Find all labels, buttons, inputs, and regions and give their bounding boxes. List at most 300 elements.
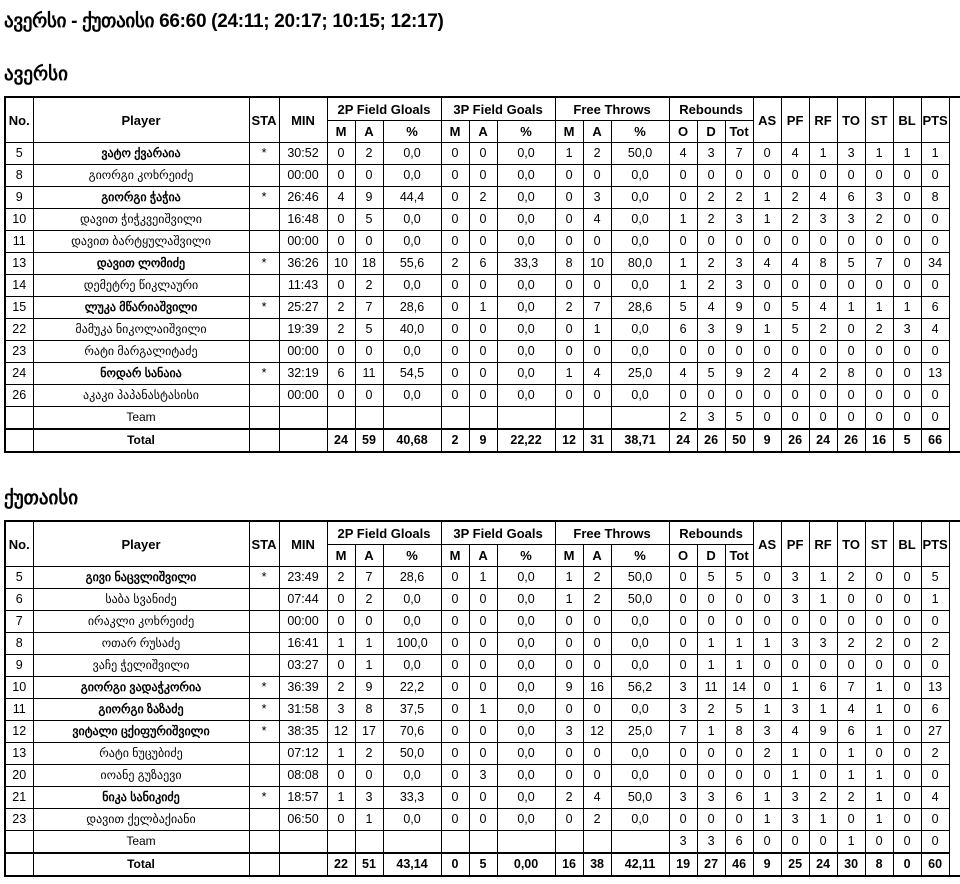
player-row xyxy=(5,143,960,165)
stat-cell: 0,0 xyxy=(611,633,669,655)
stat-cell: 8 xyxy=(355,699,383,721)
stat-cell: 0,0 xyxy=(497,611,555,633)
player-row xyxy=(5,765,960,787)
stat-cell: 0 xyxy=(355,765,383,787)
stat-cell: 1 xyxy=(327,633,355,655)
total-stat-cell: 9 xyxy=(753,429,781,452)
player-number: 9 xyxy=(5,655,33,677)
stat-cell: 0 xyxy=(893,567,921,589)
stat-cell: 0 xyxy=(327,809,355,831)
starter-mark xyxy=(249,275,279,297)
stat-cell: 0 xyxy=(441,297,469,319)
stat-cell: 2 xyxy=(753,743,781,765)
stat-cell: 0 xyxy=(441,787,469,809)
stat-cell: 0 xyxy=(327,589,355,611)
stat-cell: 0,0 xyxy=(383,385,441,407)
starter-mark: * xyxy=(249,363,279,385)
stat-cell: 2 xyxy=(781,187,809,209)
stat-cell: 2 xyxy=(469,187,497,209)
stat-cell: 0 xyxy=(781,831,809,854)
stat-cell: 5 xyxy=(725,407,753,430)
starter-mark xyxy=(249,165,279,187)
stat-cell: 0 xyxy=(753,385,781,407)
stat-cell: 4 xyxy=(697,297,725,319)
stat-cell: 0 xyxy=(781,385,809,407)
team1-name: ავერსი xyxy=(4,64,68,85)
stat-cell: 0 xyxy=(837,589,865,611)
stat-cell: 0 xyxy=(753,611,781,633)
stat-cell: 33,3 xyxy=(497,253,555,275)
stat-cell xyxy=(383,407,441,430)
stat-cell: 5 xyxy=(921,567,949,589)
stat-cell: 0 xyxy=(753,677,781,699)
player-row xyxy=(5,589,960,611)
stat-cell: 0,0 xyxy=(383,765,441,787)
stat-cell: 0,0 xyxy=(497,765,555,787)
subheader-pct: % xyxy=(383,121,441,143)
total-stat-cell: 24 xyxy=(669,429,697,452)
total-stat-cell: 38,71 xyxy=(611,429,669,452)
stat-cell: 1 xyxy=(753,633,781,655)
stat-cell: 1 xyxy=(469,699,497,721)
stat-cell: 2 xyxy=(697,699,725,721)
stat-cell: 1 xyxy=(697,655,725,677)
total-stat-cell: 38 xyxy=(583,853,611,876)
stat-cell: 0,0 xyxy=(383,341,441,363)
subheader-m: M xyxy=(327,121,355,143)
stat-cell: 0,0 xyxy=(497,385,555,407)
player-row xyxy=(5,633,960,655)
stat-cell: 0 xyxy=(697,165,725,187)
player-name: რატი ნუცუბიძე xyxy=(33,743,249,765)
stat-cell: 0 xyxy=(441,231,469,253)
stat-cell: 0 xyxy=(865,589,893,611)
stat-cell: 1 xyxy=(781,677,809,699)
stat-cell: 3 xyxy=(469,765,497,787)
stat-cell: 7 xyxy=(669,721,697,743)
player-name: ოთარ რუსაძე xyxy=(33,633,249,655)
stat-cell: 50,0 xyxy=(611,589,669,611)
stat-cell: 0 xyxy=(893,589,921,611)
stat-cell: 0 xyxy=(469,143,497,165)
stat-cell: 3 xyxy=(583,187,611,209)
stat-cell: 0 xyxy=(555,809,583,831)
header-pts: PTS xyxy=(921,521,949,567)
stat-cell: 0,0 xyxy=(611,743,669,765)
stat-cell: 0 xyxy=(441,209,469,231)
stat-cell: 0 xyxy=(809,231,837,253)
stat-cell: 2 xyxy=(809,319,837,341)
stat-cell: 9 xyxy=(725,363,753,385)
starter-mark xyxy=(249,633,279,655)
stat-cell: 0 xyxy=(469,721,497,743)
stat-cell: 5 xyxy=(837,253,865,275)
stat-cell: 0 xyxy=(669,589,697,611)
stat-cell: 0 xyxy=(809,275,837,297)
total-stat-cell: 30 xyxy=(837,853,865,876)
stat-cell: 0 xyxy=(583,231,611,253)
stat-cell: 2 xyxy=(327,567,355,589)
stat-cell: 0 xyxy=(555,611,583,633)
subheader-m: M xyxy=(555,545,583,567)
stat-cell: 0 xyxy=(669,165,697,187)
minutes: 25:27 xyxy=(279,297,327,319)
stat-cell: 0 xyxy=(327,209,355,231)
stat-cell: 3 xyxy=(781,589,809,611)
stat-cell: 0 xyxy=(921,209,949,231)
subheader-m: M xyxy=(441,545,469,567)
total-stat-cell: 0 xyxy=(441,853,469,876)
stat-cell: 0 xyxy=(441,765,469,787)
player-name: ნოდარ სანაია xyxy=(33,363,249,385)
stat-cell: 0 xyxy=(469,743,497,765)
stat-cell: 0 xyxy=(669,765,697,787)
minutes: 36:39 xyxy=(279,677,327,699)
stat-cell: 0 xyxy=(837,809,865,831)
header-3p-field-goals: 3P Field Goals xyxy=(441,521,555,545)
minutes: 00:00 xyxy=(279,341,327,363)
stat-cell: 0 xyxy=(753,655,781,677)
player-number: 24 xyxy=(5,363,33,385)
stat-cell: 7 xyxy=(837,677,865,699)
stat-cell: 2 xyxy=(809,787,837,809)
stat-cell: 3 xyxy=(781,809,809,831)
stat-cell: 4 xyxy=(781,363,809,385)
starter-mark: * xyxy=(249,787,279,809)
stat-cell: 0 xyxy=(555,209,583,231)
stat-cell: 2 xyxy=(697,209,725,231)
stat-cell: 0 xyxy=(441,809,469,831)
stat-cell: 4 xyxy=(583,209,611,231)
stat-cell: 1 xyxy=(355,809,383,831)
stat-cell: 0 xyxy=(441,319,469,341)
stat-cell: 0 xyxy=(725,589,753,611)
stat-cell: 4 xyxy=(809,297,837,319)
stat-cell: 50,0 xyxy=(611,787,669,809)
stat-cell: 0 xyxy=(669,633,697,655)
stat-cell xyxy=(469,407,497,430)
stat-cell: 3 xyxy=(669,677,697,699)
stat-cell: 5 xyxy=(669,297,697,319)
stat-cell: 0,0 xyxy=(611,319,669,341)
stat-cell: 4 xyxy=(583,363,611,385)
stat-cell: 0 xyxy=(781,611,809,633)
player-row xyxy=(5,165,960,187)
stat-cell: 0,0 xyxy=(497,341,555,363)
stat-cell: 80,0 xyxy=(611,253,669,275)
stat-cell: 2 xyxy=(555,787,583,809)
starter-mark: * xyxy=(249,567,279,589)
stat-cell: 1 xyxy=(837,297,865,319)
minutes: 08:08 xyxy=(279,765,327,787)
stat-cell: 44,4 xyxy=(383,187,441,209)
stat-cell: 5 xyxy=(725,699,753,721)
stat-cell: 0,0 xyxy=(497,743,555,765)
stat-cell: 4 xyxy=(921,319,949,341)
player-row xyxy=(5,567,960,589)
stat-cell: 0 xyxy=(921,655,949,677)
stat-cell: 0 xyxy=(781,655,809,677)
player-number: 10 xyxy=(5,209,33,231)
stat-cell: 0 xyxy=(327,231,355,253)
player-number: 13 xyxy=(5,743,33,765)
stat-cell: 6 xyxy=(669,319,697,341)
player-row xyxy=(5,297,960,319)
stat-cell: 2 xyxy=(837,633,865,655)
stat-cell: 0 xyxy=(555,765,583,787)
stat-cell: 0 xyxy=(583,655,611,677)
stat-cell: 55,6 xyxy=(383,253,441,275)
header-rf: RF xyxy=(809,97,837,143)
stat-cell: 0 xyxy=(669,341,697,363)
stat-cell: 1 xyxy=(781,765,809,787)
stat-cell: 0,0 xyxy=(611,165,669,187)
stat-cell: 0 xyxy=(921,611,949,633)
stat-cell: 0 xyxy=(921,275,949,297)
stat-cell: 8 xyxy=(555,253,583,275)
stat-cell: 1 xyxy=(469,567,497,589)
total-stat-cell: 9 xyxy=(469,429,497,452)
player-name: Team xyxy=(33,831,249,854)
stat-cell: 0,0 xyxy=(497,567,555,589)
stat-cell: 2 xyxy=(697,275,725,297)
player-number: 8 xyxy=(5,633,33,655)
stat-cell: 3 xyxy=(697,319,725,341)
stat-cell: 0 xyxy=(865,385,893,407)
stat-cell: 1 xyxy=(865,721,893,743)
stat-cell: 0,0 xyxy=(383,611,441,633)
stat-cell: 0 xyxy=(469,385,497,407)
stat-cell: 2 xyxy=(555,297,583,319)
stat-cell: 0 xyxy=(555,341,583,363)
stat-cell: 0 xyxy=(809,831,837,854)
minutes: 36:26 xyxy=(279,253,327,275)
stat-cell: 12 xyxy=(327,721,355,743)
total-stat-cell: 31 xyxy=(583,429,611,452)
player-row xyxy=(5,231,960,253)
stat-cell: 6 xyxy=(837,721,865,743)
stat-cell: 0,0 xyxy=(497,231,555,253)
minutes: 32:19 xyxy=(279,363,327,385)
stat-cell: 6 xyxy=(921,297,949,319)
header-pf: PF xyxy=(781,521,809,567)
stat-cell: 0 xyxy=(753,589,781,611)
stat-cell: 3 xyxy=(893,319,921,341)
total-label: Total xyxy=(33,429,249,452)
starter-mark xyxy=(249,589,279,611)
stat-cell: 5 xyxy=(781,319,809,341)
total-stat-cell: 26 xyxy=(781,429,809,452)
minutes: 38:35 xyxy=(279,721,327,743)
stat-cell: 1 xyxy=(837,765,865,787)
stat-cell: 0 xyxy=(441,187,469,209)
stat-cell: 0,0 xyxy=(497,787,555,809)
stat-cell: 11 xyxy=(697,677,725,699)
stat-cell: 0,0 xyxy=(611,187,669,209)
stat-cell: 0 xyxy=(753,831,781,854)
player-number: 14 xyxy=(5,275,33,297)
total-stat-cell: 2 xyxy=(441,429,469,452)
player-row xyxy=(5,831,960,854)
header-as: AS xyxy=(753,521,781,567)
stat-cell: 1 xyxy=(753,187,781,209)
stat-cell: 1 xyxy=(583,319,611,341)
stat-cell: 3 xyxy=(327,699,355,721)
player-number xyxy=(5,831,33,854)
stat-cell: 17 xyxy=(355,721,383,743)
stat-cell: 0,0 xyxy=(611,209,669,231)
player-number: 23 xyxy=(5,341,33,363)
stat-cell xyxy=(383,831,441,854)
stat-cell: 0 xyxy=(809,743,837,765)
header-2p-field-goals: 2P Field Gloals xyxy=(327,97,441,121)
player-name: გივი ნაცვლიშვილი xyxy=(33,567,249,589)
stat-cell: 0 xyxy=(837,319,865,341)
stat-cell: 0 xyxy=(697,743,725,765)
header-player: Player xyxy=(33,97,249,143)
stat-cell: 0 xyxy=(865,611,893,633)
stat-cell: 0 xyxy=(441,633,469,655)
stat-cell: 1 xyxy=(355,633,383,655)
stat-cell: 0 xyxy=(865,831,893,854)
stat-cell: 0 xyxy=(865,231,893,253)
stat-cell: 1 xyxy=(893,297,921,319)
stat-cell: 0 xyxy=(355,385,383,407)
stat-cell: 0 xyxy=(697,385,725,407)
player-name: დავით ჭიჭკვეიშვილი xyxy=(33,209,249,231)
stat-cell: 0 xyxy=(809,765,837,787)
stat-cell: 50,0 xyxy=(611,143,669,165)
stat-cell: 2 xyxy=(327,319,355,341)
player-number: 5 xyxy=(5,143,33,165)
header-min: MIN xyxy=(279,97,327,143)
stat-cell: 0 xyxy=(669,385,697,407)
stat-cell: 0 xyxy=(327,655,355,677)
stat-cell: 1 xyxy=(669,209,697,231)
stat-cell: 0 xyxy=(583,165,611,187)
stat-cell: 3 xyxy=(697,831,725,854)
stat-cell: 6 xyxy=(725,787,753,809)
minutes: 31:58 xyxy=(279,699,327,721)
stat-cell: 0 xyxy=(893,165,921,187)
stat-cell: 0 xyxy=(725,385,753,407)
stat-cell: 9 xyxy=(355,187,383,209)
stat-cell: 2 xyxy=(355,743,383,765)
stat-cell: 28,6 xyxy=(383,567,441,589)
stat-cell: 0 xyxy=(469,633,497,655)
total-stat-cell: 22,22 xyxy=(497,429,555,452)
player-number: 23 xyxy=(5,809,33,831)
player-name: მამუკა ნიკოლაიშვილი xyxy=(33,319,249,341)
minutes: 06:50 xyxy=(279,809,327,831)
stat-cell: 1 xyxy=(809,567,837,589)
total-stat-cell: 24 xyxy=(809,429,837,452)
player-row xyxy=(5,275,960,297)
stat-cell: 0 xyxy=(921,231,949,253)
stat-cell: 13 xyxy=(921,363,949,385)
stat-cell: 1 xyxy=(865,787,893,809)
minutes: 00:00 xyxy=(279,165,327,187)
header-st: ST xyxy=(865,521,893,567)
stat-cell: 0 xyxy=(669,611,697,633)
stat-cell: 0 xyxy=(669,743,697,765)
stat-cell: 0,0 xyxy=(497,319,555,341)
stat-cell: 3 xyxy=(809,209,837,231)
stat-cell: 0 xyxy=(809,655,837,677)
stat-cell: 6 xyxy=(725,831,753,854)
stat-cell: 0 xyxy=(583,611,611,633)
stat-cell: 0 xyxy=(355,611,383,633)
stat-cell: 0 xyxy=(893,385,921,407)
total-stat-cell: 5 xyxy=(469,853,497,876)
stat-cell: 0 xyxy=(697,341,725,363)
stat-cell xyxy=(611,407,669,430)
stat-cell xyxy=(583,407,611,430)
stat-cell: 0 xyxy=(809,165,837,187)
stat-cell: 1 xyxy=(865,143,893,165)
stat-cell: 0 xyxy=(583,341,611,363)
header-player: Player xyxy=(33,521,249,567)
player-name: ლუკა მწარიაშვილი xyxy=(33,297,249,319)
starter-mark xyxy=(249,809,279,831)
stat-cell: 54,5 xyxy=(383,363,441,385)
stat-cell: 7 xyxy=(583,297,611,319)
stat-cell: 6 xyxy=(809,677,837,699)
header-min: MIN xyxy=(279,521,327,567)
stat-cell: 0 xyxy=(355,165,383,187)
stat-cell: 0,0 xyxy=(497,721,555,743)
stat-cell: 0 xyxy=(893,655,921,677)
stat-cell: 0 xyxy=(809,611,837,633)
stat-cell: 2 xyxy=(697,253,725,275)
stat-cell: 0 xyxy=(327,143,355,165)
stat-cell: 0 xyxy=(469,319,497,341)
stat-cell: 0,0 xyxy=(611,341,669,363)
stat-cell: 4 xyxy=(921,787,949,809)
stat-cell: 0 xyxy=(441,677,469,699)
stat-cell: 0 xyxy=(697,231,725,253)
player-row xyxy=(5,385,960,407)
player-number: 9 xyxy=(5,187,33,209)
team2-box-score xyxy=(4,520,960,877)
total-stat-cell: 24 xyxy=(327,429,355,452)
starter-mark: * xyxy=(249,677,279,699)
stat-cell: 2 xyxy=(441,253,469,275)
stat-cell: 0 xyxy=(921,165,949,187)
stat-cell xyxy=(583,831,611,854)
stat-cell: 0 xyxy=(865,275,893,297)
stat-cell: 0,0 xyxy=(383,275,441,297)
player-number: 20 xyxy=(5,765,33,787)
player-row xyxy=(5,721,960,743)
stat-cell: 28,6 xyxy=(611,297,669,319)
player-number: 22 xyxy=(5,319,33,341)
stat-cell: 0 xyxy=(865,363,893,385)
total-stat-cell: 59 xyxy=(355,429,383,452)
stat-cell: 1 xyxy=(921,589,949,611)
total-sta xyxy=(249,853,279,876)
stat-cell: 3 xyxy=(669,787,697,809)
stat-cell xyxy=(327,407,355,430)
stat-cell: 0 xyxy=(893,209,921,231)
subheader-tot: Tot xyxy=(725,121,753,143)
stat-cell: 2 xyxy=(355,143,383,165)
stat-cell: 0 xyxy=(893,831,921,854)
stat-cell: 0,0 xyxy=(383,231,441,253)
stat-cell: 0 xyxy=(753,275,781,297)
stat-cell: 0 xyxy=(837,231,865,253)
header-free-throws: Free Throws xyxy=(555,521,669,545)
